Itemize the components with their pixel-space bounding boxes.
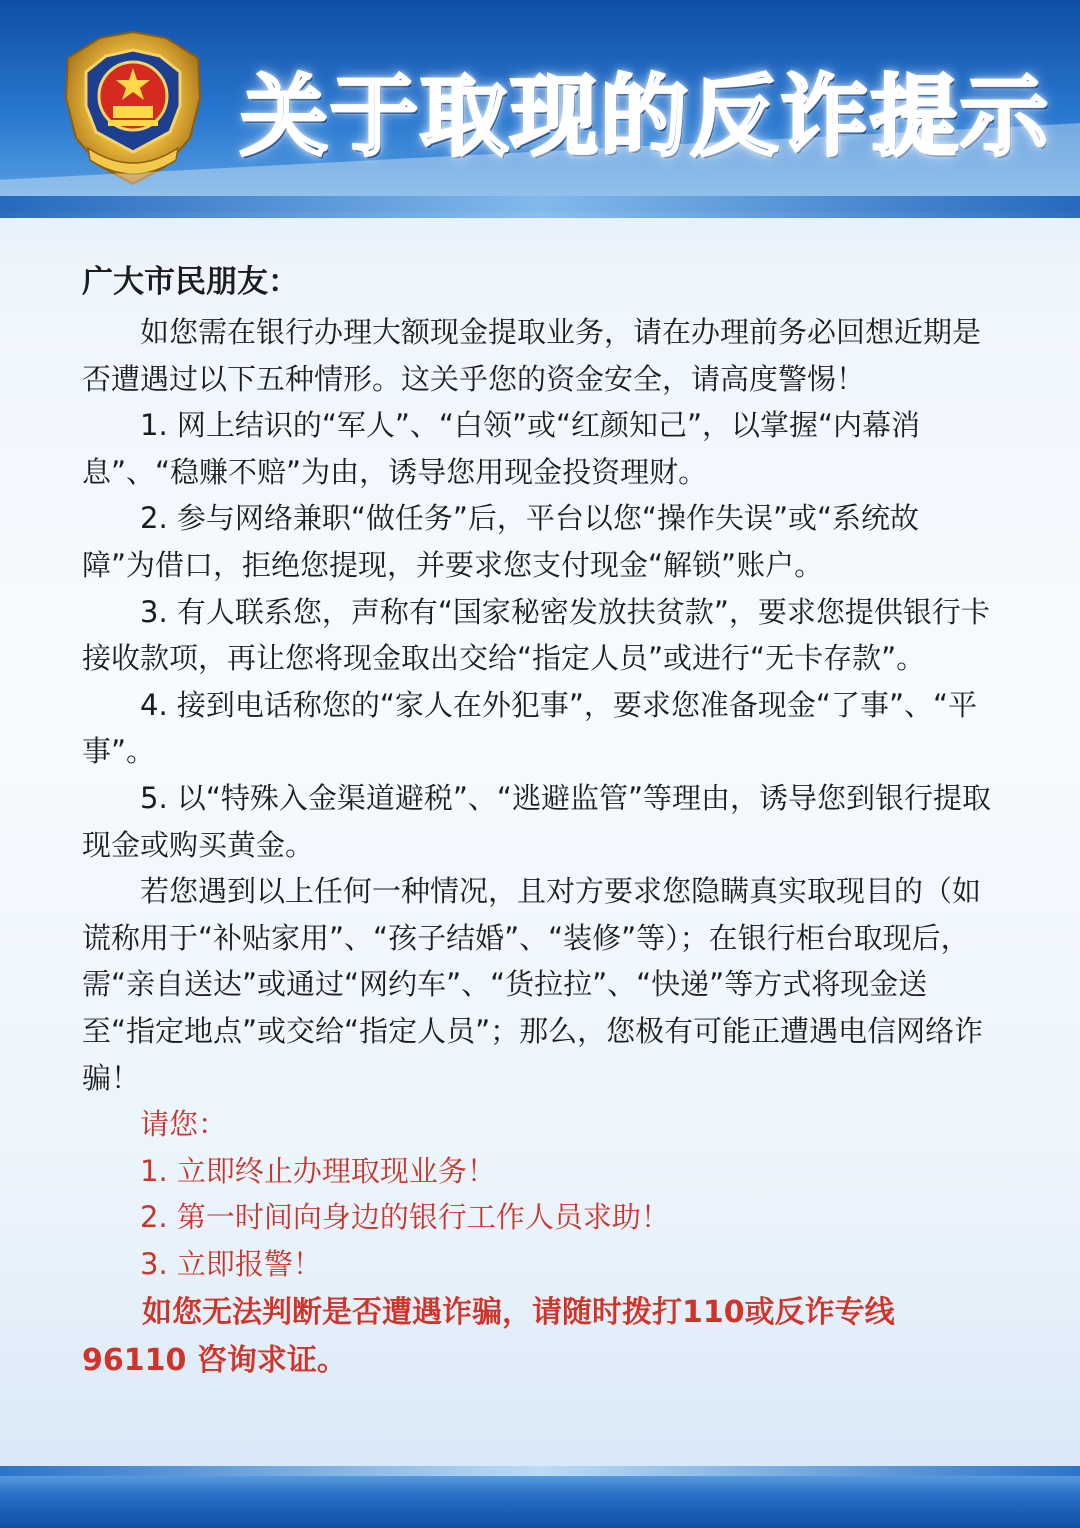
- notice-body: [82, 255, 992, 1385]
- summary-paragraph: 若您遇到以上任何一种情况，且对方要求您隐瞒真实取现目的（如谎称用于“补贴家用”、“孩子结婚”、“装修”等）；在银行柜台取现后，需“亲自送达”或通过“网约车”、“货拉拉”、“快递”等方式将现金送至“指定地点”或交给“指定人员”；那么，您极有可能正遭遇电信网络诈骗！: [82, 874, 984, 1095]
- hotline-notice: 如您无法判断是否遭遇诈骗，请随时拨打110或反诈专线96110 咨询求证。: [82, 1295, 895, 1379]
- greeting: 广大市民朋友：: [82, 264, 299, 300]
- header-banner: [0, 0, 1080, 212]
- scenario-item-5: 5. 以“特殊入金渠道避税”、“逃避监管”等理由，诱导您到银行提取现金或购买黄金。: [82, 780, 991, 862]
- police-emblem-icon: [58, 28, 208, 188]
- intro-paragraph: 如您需在银行办理大额现金提取业务，请在办理前务必回想近期是否遭遇过以下五种情形。这关乎您的资金安全，请高度警惕！: [82, 315, 982, 396]
- header-divider: [0, 196, 1080, 218]
- scenario-item-4: 4. 接到电话称您的“家人在外犯事”，要求您准备现金“了事”、“平事”。: [82, 687, 978, 769]
- scenario-item-3: 3. 有人联系您，声称有“国家秘密发放扶贫款”，要求您提供银行卡接收款项，再让您将现金取出交给“指定人员”或进行“无卡存款”。: [82, 594, 990, 676]
- action-item-1: 1. 立即终止办理取现业务！: [140, 1153, 496, 1188]
- please-label: 请您：: [140, 1107, 228, 1142]
- scenario-item-1: 1. 网上结识的“军人”、“白领”或“红颜知己”，以掌握“内幕消息”、“稳赚不赔”为由，诱导您用现金投资理财。: [82, 408, 921, 489]
- action-item-3: 3. 立即报警！: [140, 1246, 322, 1281]
- scenario-item-2: 2. 参与网络兼职“做任务”后，平台以您“操作失误”或“系统故障”为借口，拒绝您提现，并要求您支付现金“解锁”账户。: [82, 501, 920, 582]
- footer-bar: [0, 1466, 1080, 1528]
- action-item-2: 2. 第一时间向身边的银行工作人员求助！: [140, 1200, 670, 1235]
- page-title: 关于取现的反诈提示: [240, 65, 1051, 168]
